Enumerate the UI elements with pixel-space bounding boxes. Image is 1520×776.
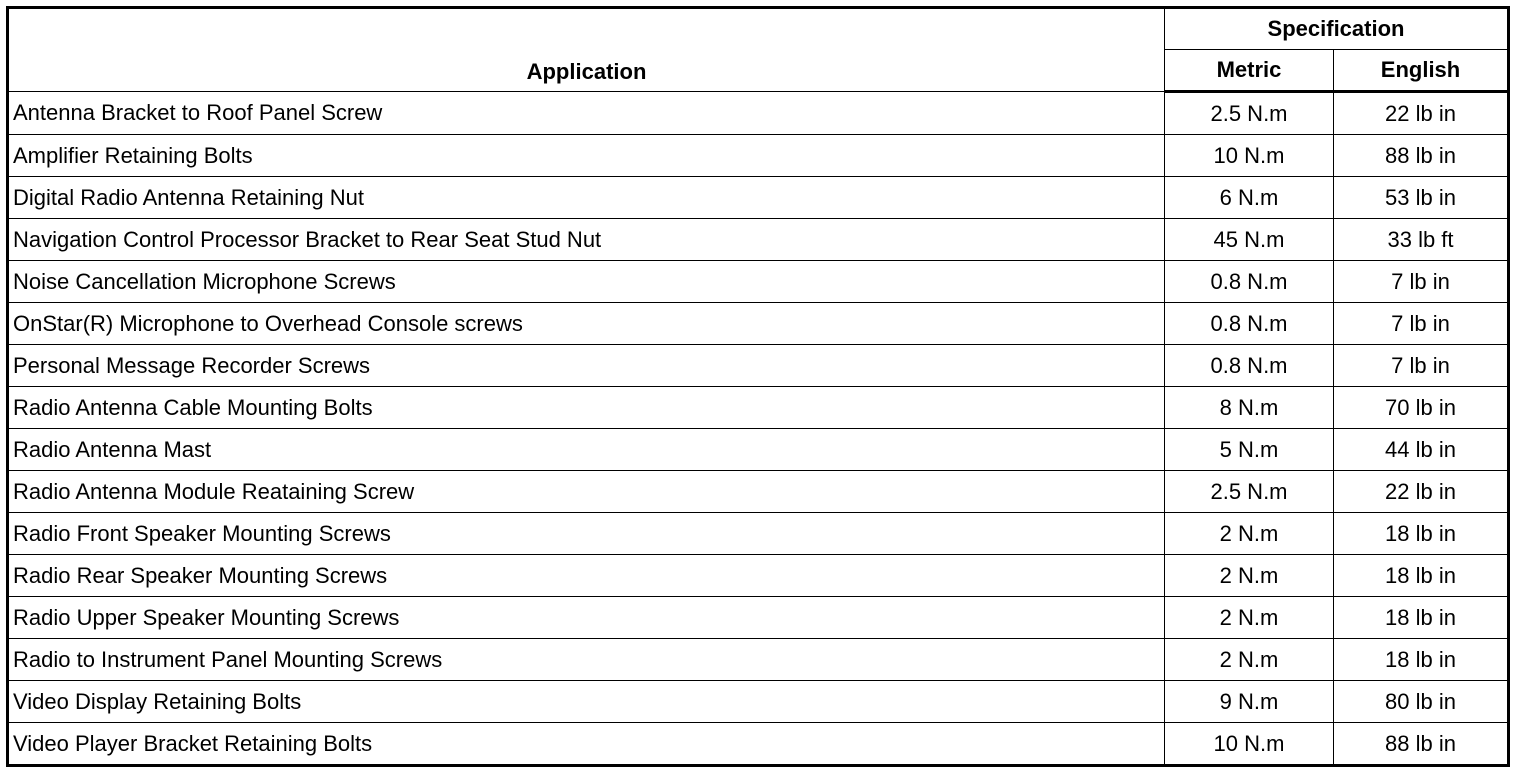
application-column-header: Application: [8, 8, 1165, 92]
application-cell: Video Player Bracket Retaining Bolts: [8, 723, 1165, 766]
metric-column-header: Metric: [1165, 50, 1334, 92]
metric-value-cell: 2 N.m: [1165, 555, 1334, 597]
english-value-cell: 22 lb in: [1334, 92, 1509, 135]
english-value-cell: 7 lb in: [1334, 261, 1509, 303]
header-row-top: [8, 8, 1509, 50]
metric-value-cell: 8 N.m: [1165, 387, 1334, 429]
english-value-cell: 88 lb in: [1334, 723, 1509, 766]
fastener-tightening-table: [6, 6, 1510, 767]
table-row: [8, 471, 1509, 513]
english-value-cell: 7 lb in: [1334, 345, 1509, 387]
application-cell: Digital Radio Antenna Retaining Nut: [8, 177, 1165, 219]
application-cell: Radio Antenna Cable Mounting Bolts: [8, 387, 1165, 429]
application-cell: Radio Antenna Mast: [8, 429, 1165, 471]
english-value-cell: 44 lb in: [1334, 429, 1509, 471]
table-row: [8, 177, 1509, 219]
english-value-cell: 80 lb in: [1334, 681, 1509, 723]
metric-value-cell: 2 N.m: [1165, 597, 1334, 639]
table-row: [8, 723, 1509, 766]
metric-value-cell: 45 N.m: [1165, 219, 1334, 261]
application-cell: Video Display Retaining Bolts: [8, 681, 1165, 723]
application-cell: Radio Antenna Module Reataining Screw: [8, 471, 1165, 513]
metric-value-cell: 9 N.m: [1165, 681, 1334, 723]
metric-value-cell: 10 N.m: [1165, 135, 1334, 177]
application-cell: Radio to Instrument Panel Mounting Screws: [8, 639, 1165, 681]
application-cell: Personal Message Recorder Screws: [8, 345, 1165, 387]
english-column-header: English: [1334, 50, 1509, 92]
table-row: [8, 219, 1509, 261]
application-cell: Radio Rear Speaker Mounting Screws: [8, 555, 1165, 597]
application-cell: Navigation Control Processor Bracket to Rear Seat Stud Nut: [8, 219, 1165, 261]
metric-value-cell: 2 N.m: [1165, 513, 1334, 555]
table-row: [8, 429, 1509, 471]
metric-value-cell: 2.5 N.m: [1165, 92, 1334, 135]
metric-value-cell: 5 N.m: [1165, 429, 1334, 471]
table-row: [8, 303, 1509, 345]
specification-group-header: Specification: [1165, 8, 1509, 50]
application-cell: Noise Cancellation Microphone Screws: [8, 261, 1165, 303]
english-value-cell: 70 lb in: [1334, 387, 1509, 429]
table-row: [8, 387, 1509, 429]
table-row: [8, 555, 1509, 597]
fastener-specification-sheet: [6, 6, 1510, 767]
table-row: [8, 345, 1509, 387]
application-cell: OnStar(R) Microphone to Overhead Console screws: [8, 303, 1165, 345]
application-cell: Antenna Bracket to Roof Panel Screw: [8, 92, 1165, 135]
metric-value-cell: 10 N.m: [1165, 723, 1334, 766]
metric-value-cell: 2.5 N.m: [1165, 471, 1334, 513]
metric-value-cell: 0.8 N.m: [1165, 303, 1334, 345]
english-value-cell: 33 lb ft: [1334, 219, 1509, 261]
metric-value-cell: 0.8 N.m: [1165, 345, 1334, 387]
table-body: [8, 92, 1509, 766]
table-row: [8, 597, 1509, 639]
english-value-cell: 7 lb in: [1334, 303, 1509, 345]
table-row: [8, 92, 1509, 135]
table-row: [8, 261, 1509, 303]
application-cell: Radio Upper Speaker Mounting Screws: [8, 597, 1165, 639]
english-value-cell: 18 lb in: [1334, 555, 1509, 597]
table-header: [8, 8, 1509, 92]
application-cell: Radio Front Speaker Mounting Screws: [8, 513, 1165, 555]
english-value-cell: 88 lb in: [1334, 135, 1509, 177]
application-cell: Amplifier Retaining Bolts: [8, 135, 1165, 177]
table-row: [8, 135, 1509, 177]
english-value-cell: 18 lb in: [1334, 513, 1509, 555]
table-row: [8, 639, 1509, 681]
table-row: [8, 513, 1509, 555]
english-value-cell: 53 lb in: [1334, 177, 1509, 219]
english-value-cell: 22 lb in: [1334, 471, 1509, 513]
metric-value-cell: 0.8 N.m: [1165, 261, 1334, 303]
english-value-cell: 18 lb in: [1334, 639, 1509, 681]
table-row: [8, 681, 1509, 723]
metric-value-cell: 2 N.m: [1165, 639, 1334, 681]
english-value-cell: 18 lb in: [1334, 597, 1509, 639]
metric-value-cell: 6 N.m: [1165, 177, 1334, 219]
